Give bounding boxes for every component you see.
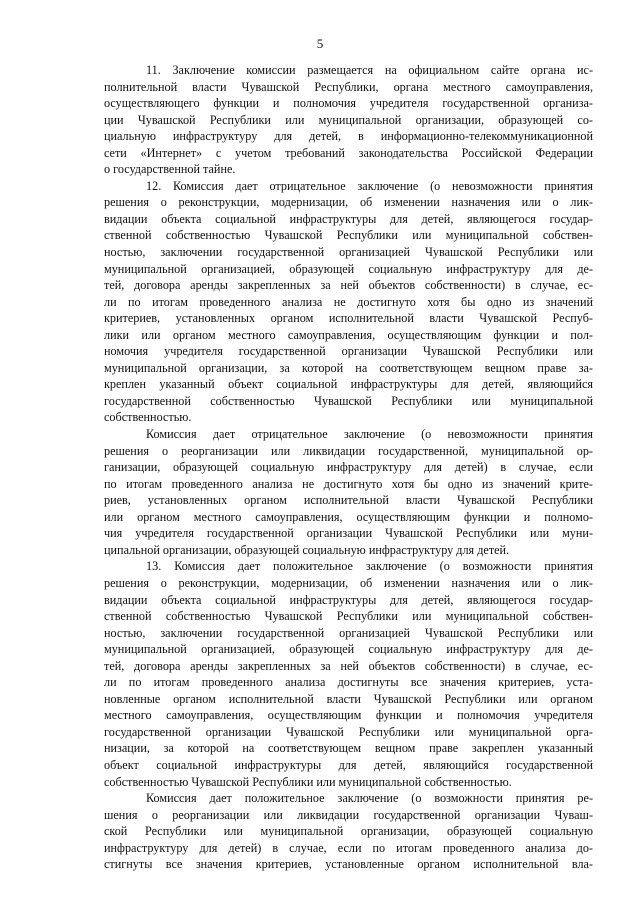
text-line: видации объекта социальной инфраструктуры для детей, являющегося государ- xyxy=(104,592,593,607)
text-line: лики или органом местного самоуправления, осуществляющим функции и пол- xyxy=(104,327,593,342)
text-line: муниципальной организацией, образующей социальную инфраструктуру для де- xyxy=(104,261,593,276)
text-line: ской Республики или муниципальной организации, образующей социальную xyxy=(104,824,593,839)
text-line: по итогам проведенного анализа не достигнуто хотя бы одно из значений крите- xyxy=(104,476,593,491)
text-line: новленные органом исполнительной власти Чувашской Республики или органом xyxy=(104,691,593,706)
text-line: креплен указанный объект социальной инфраструктуры для детей, являющийся xyxy=(104,377,593,392)
text-line: циальную инфраструктуру для детей, в информационно-телекоммуникационной xyxy=(104,129,593,144)
paragraph-p11 xyxy=(104,62,593,178)
text-line: муниципальной организацией, образующей социальную инфраструктуру для де- xyxy=(104,642,593,657)
paragraph-p13 xyxy=(104,558,593,790)
text-line: Комиссия дает положительное заключение (о возможности принятия ре- xyxy=(146,791,593,806)
text-line: ли по итогам проведенного анализа достигнуты все значения критериев, уста- xyxy=(104,675,593,690)
text-line: инфраструктуру для детей) в случае, если по итогам проведенного анализа до- xyxy=(104,840,593,855)
text-line: ственной собственностью Чувашской Республики или муниципальной собствен- xyxy=(104,609,593,624)
paragraph-p13b xyxy=(104,790,593,873)
text-line: ганизации, образующей социальную инфраструктуру для детей) в случае, если xyxy=(104,460,593,475)
text-line: стигнуты все значения критериев, установленные органом исполнительной вла- xyxy=(104,857,593,872)
text-line: государственной организации Чувашской Республики или муниципальной орга- xyxy=(104,724,593,739)
text-line: критериев, установленных органом исполнительной власти Чувашской Респуб- xyxy=(104,311,593,326)
text-line: объект социальной инфраструктуры для детей, являющийся государственной xyxy=(104,757,593,772)
document-body xyxy=(104,62,593,873)
text-line: чия учредителя государственной организации Чувашской Республики или муни- xyxy=(104,526,593,541)
text-line: решения о реорганизации или ликвидации государственной, муниципальной ор- xyxy=(104,443,593,458)
text-line: риев, установленных органом исполнительной власти Чувашской Республики xyxy=(104,493,593,508)
text-line: собственностью Чувашской Республики или муниципальной собственностью. xyxy=(104,774,512,789)
text-line: ции Чувашской Республики или муниципальной организации, образующей со- xyxy=(104,112,593,127)
text-line: Комиссия дает отрицательное заключение (о невозможности принятия xyxy=(146,427,593,442)
text-line: номочия учредителя государственной организации Чувашской Республики или xyxy=(104,344,593,359)
paragraph-p12b xyxy=(104,426,593,558)
paragraph-p12 xyxy=(104,178,593,426)
text-line: полнительной власти Чувашской Республики, органа местного самоуправления, xyxy=(104,79,593,94)
page-number: 5 xyxy=(316,36,324,51)
text-line: ственной собственностью Чувашской Республики или муниципальной собствен- xyxy=(104,228,593,243)
text-line: 11. Заключение комиссии размещается на официальном сайте органа ис- xyxy=(146,63,593,77)
text-line: ли по итогам проведенного анализа не достигнуто хотя бы одно из значений xyxy=(104,294,593,309)
text-line: видации объекта социальной инфраструктуры для детей, являющегося государ- xyxy=(104,211,593,226)
text-line: 13. Комиссия дает положительное заключение (о возможности принятия xyxy=(146,559,593,574)
text-line: шения о реорганизации или ликвидации государственной организации Чуваш- xyxy=(104,807,593,822)
text-line: тей, договора аренды закрепленных за ней объектов собственности) в случае, ес- xyxy=(104,658,593,673)
text-line: ципальной организации, образующей социальную инфраструктуру для детей. xyxy=(104,542,510,557)
text-line: низации, за которой на соответствующем вещном праве закреплен указанный xyxy=(104,741,593,756)
text-line: или органом местного самоуправления, осуществляющим функции и полномо- xyxy=(104,509,593,524)
text-line: ностью, заключении государственной организацией Чувашской Республики или xyxy=(104,245,593,260)
text-line: осуществляющего функции и полномочия учредителя государственной организа- xyxy=(104,96,593,111)
text-line: 12. Комиссия дает отрицательное заключение (о невозможности принятия xyxy=(146,178,593,193)
text-line: муниципальной организации, за которой на соответствующем вещном праве за- xyxy=(104,360,593,375)
text-line: решения о реконструкции, модернизации, об изменении назначения или о лик- xyxy=(104,195,593,210)
text-line: тей, договора аренды закрепленных за ней объектов собственности) в случае, ес- xyxy=(104,278,593,293)
text-line: сети «Интернет» с учетом требований законодательства Российской Федерации xyxy=(104,145,593,160)
text-line: ностью, заключении государственной организацией Чувашской Республики или xyxy=(104,625,593,640)
text-line: о государственной тайне. xyxy=(104,162,236,177)
text-line: местного самоуправления, осуществляющим функции и полномочия учредителя xyxy=(104,708,593,723)
text-line: собственностью. xyxy=(104,410,192,425)
text-line: государственной собственностью Чувашской Республики или муниципальной xyxy=(104,393,593,408)
text-line: решения о реконструкции, модернизации, об изменении назначения или о лик- xyxy=(104,575,593,590)
